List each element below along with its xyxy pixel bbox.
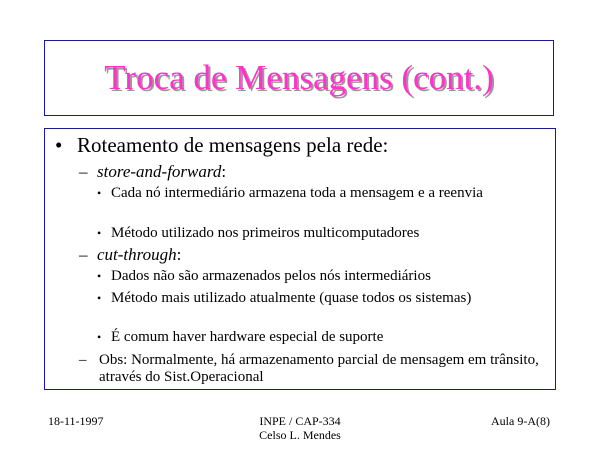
list-item-text: É comum haver hardware especial de suporte xyxy=(111,329,384,345)
bullet-icon: • xyxy=(97,186,102,200)
bullet-icon: • xyxy=(55,133,63,157)
section-heading: store-and-forward xyxy=(97,162,222,181)
footer-course: INPE / CAP-334 xyxy=(259,414,341,428)
list-item xyxy=(97,290,501,307)
list-item-text: Método mais utilizado atualmente (quase todos os sistemas) xyxy=(111,290,472,306)
list-item xyxy=(97,268,531,285)
list-item-text: Cada nó intermediário armazena toda a mensagem e a reenvia xyxy=(111,185,483,201)
title-box xyxy=(44,40,554,116)
list-item xyxy=(97,185,531,202)
content-box xyxy=(44,128,556,390)
list-item xyxy=(97,225,531,242)
list-item-text: Método utilizado nos primeiros multicomputadores xyxy=(111,225,420,241)
dash-icon: – xyxy=(79,352,87,368)
list-item-text: Dados não são armazenados pelos nós intermediários xyxy=(111,268,431,284)
bullet-icon: • xyxy=(97,269,102,283)
slide-title: Troca de Mensagens (cont.) xyxy=(104,58,494,97)
main-bullet-text: Roteamento de mensagens pela rede: xyxy=(77,133,389,157)
footer-page: Aula 9-A(8) xyxy=(491,414,550,428)
section-suffix: : xyxy=(176,245,182,264)
section-cut-through xyxy=(79,245,181,265)
bullet-icon: • xyxy=(97,226,102,240)
footer-author: Celso L. Mendes xyxy=(259,428,341,442)
dash-icon: – xyxy=(79,162,88,181)
bullet-icon: • xyxy=(97,291,102,305)
main-bullet xyxy=(55,133,388,158)
obs-note xyxy=(79,352,549,386)
section-store-and-forward xyxy=(79,162,226,182)
section-heading: cut-through xyxy=(97,245,177,264)
section-suffix: : xyxy=(221,162,227,181)
obs-text: Obs: Normalmente, há armazenamento parcial de mensagem em trânsito, através do Sist.Operacional xyxy=(99,352,539,385)
list-item xyxy=(97,329,531,346)
bullet-icon: • xyxy=(97,330,102,344)
dash-icon: – xyxy=(79,245,88,264)
footer-date: 18-11-1997 xyxy=(48,414,104,428)
